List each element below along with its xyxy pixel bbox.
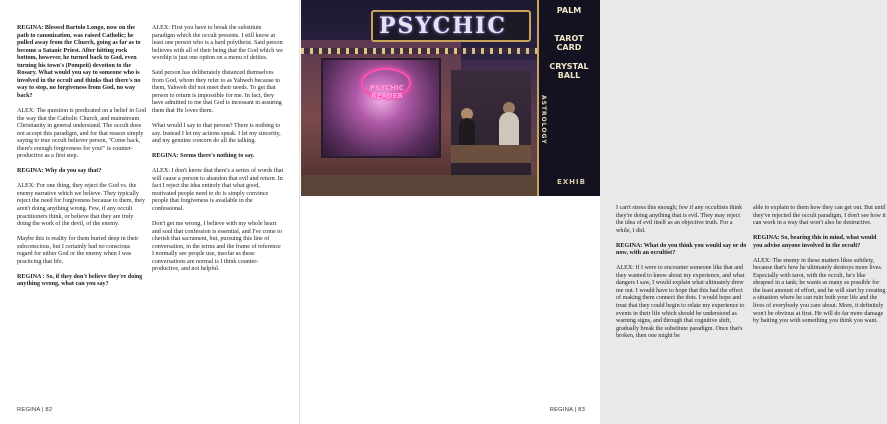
photo-vertical-sign-text: ASTROLOGY: [540, 95, 547, 145]
photo-seated-person: [499, 112, 519, 148]
right-page-column-2: [753, 205, 887, 333]
answer-paragraph: Don't get me wrong, I believe with my whole heart and soul that confession is essential, and I've come to cherish that sacrament, but, pursuing this line of conversation, in the terms and the frame of reference I normally see people use, insofar as these conversations are normal is I think counter-productive, and not helpful.: [152, 220, 283, 273]
photo-floor: [301, 175, 537, 196]
question-paragraph: REGINA: Why do you say that?: [17, 168, 102, 175]
left-page-column-2: [152, 25, 284, 281]
photo-bottom-sign-text: EXHIB: [557, 178, 586, 186]
question-paragraph: REGINA: Blessed Bartolo Longo, now on the path to canonization, was raised Catholic; he pulled away from the Church, going as far as to become a Satanic Priest. After hitting rock bottom, however, he turned back to God, even turning his town's (Pompeii) devotion to the Rosary. What would you say to someone who is involved in the occult and thinks that there's no way to stop, no forgiveness from God, no way back?: [17, 25, 141, 99]
photo-panel-line: PALM: [556, 6, 582, 15]
question-paragraph: REGINA: What do you think you would say or do now, with an occultist?: [616, 242, 747, 257]
photo-psychic-sign-text: PSYCHIC: [379, 13, 507, 39]
question-paragraph: REGINA: So, bearing this in mind, what would you advise anyone involved in the occult?: [753, 235, 877, 249]
page-number-left: REGINA | 82: [17, 407, 53, 413]
photo-reading-table: [451, 145, 531, 163]
answer-paragraph: Said person has deliberately distanced themselves from God, whom they refer to as Yahweh because to them, Yahweh did not meet their needs. To get that person to return is impossible for me. In fact, they have admitted to me that God is incessant in assuring them that He loves them.: [152, 70, 282, 114]
answer-paragraph: What would I say to that person? There is nothing to say. Instead I let my actions speak. I let my sincerity, and my genuine concern do all the talking.: [152, 123, 281, 145]
question-paragraph: REGINA : So, if they don't believe they're doing anything wrong, what can you say?: [17, 273, 143, 288]
answer-paragraph: ALEX: First you have to break the substitute paradigm which the occult presents. I still know at least one person who is a hard polytheist. Said person believes with all of their being that the God which we worship is just one option on a menu of deities.: [152, 25, 283, 62]
page-number-right: REGINA | 83: [549, 407, 585, 413]
answer-paragraph: I can't stress this enough; few if any occultists think they're doing anything that is evil. They may reject the idea of evil itself as an objective truth. For a while, I did.: [616, 205, 743, 234]
left-page-column-1: [17, 25, 146, 296]
psychic-storefront-photo: [301, 0, 600, 196]
photo-panel-line: TAROT CARD: [554, 34, 584, 52]
answer-paragraph: able to explain to them how they can get out. But until they've rejected the occult paradigm, I don't see how it can work in a way that won't also be destructive.: [753, 205, 886, 227]
answer-paragraph: ALEX: The enemy in these matters likes subtlety, because that's how he ultimately destroys more lives. Especially with tarot, with the occult, he's like shrapnel in a tank; he wants as many as possible for the least amount of effort, and he will start by creating a situation where he can ruin both your life and the lives of everybody you care about. More, it definitely won't be obvious at first. He will do far more damage by baiting you with something you think you want.: [753, 257, 886, 325]
left-page: [0, 0, 300, 424]
right-page-column-1: [616, 205, 747, 348]
photo-string-lights: [301, 48, 537, 54]
photo-neon-reader-text: PSYCHIC READER: [370, 84, 404, 100]
answer-paragraph: ALEX: I don't know that there's a series of words that will cause a person to abandon that evil and return. In fact I reject the idea entirely that what good, motivated people need to do is simply convince people that forgiveness is available in the confessional.: [152, 168, 284, 212]
answer-paragraph: ALEX: For one thing, they reject the God vs. the enemy narrative which we believe. They typically reject the need for forgiveness because to them, they aren't doing anything wrong. Few, if any occult practitioners think, or believe that they are truly doing the work of the devil, of the enemy.: [17, 183, 145, 228]
answer-paragraph: Maybe this is reality for them buried deep in their subconscious, but I certainly had no conscious regard for either God or the enemy when I was practicing that life.: [17, 236, 139, 265]
photo-panel-line: CRYSTAL BALL: [549, 62, 589, 80]
question-paragraph: REGINA: Seems there's nothing to say.: [152, 153, 255, 160]
photo-seated-person: [459, 118, 475, 148]
answer-paragraph: ALEX: If I were to encounter someone like that and they wanted to know about my experience, and what dangers I saw, I would explain what ultimately drew me out. I would have to hope that this had the effect of making them connect the dots. I would hope and trust that they could begin to relate my experience to events in their life which should be understood as warning signs, and through that cognitive shift, gradually break the substitute paradigm. Once that's broken, then one might be: [616, 265, 745, 340]
answer-paragraph: ALEX: The question is predicated on a belief in God the way that the Catholic Church, and mainstream Christianity in general understand. The occult does not accept this paradigm, and for that reason simply saying to true occult believer person, "Come back, there's enough forgiveness for you!" is counter-productive as a first step.: [17, 107, 147, 160]
